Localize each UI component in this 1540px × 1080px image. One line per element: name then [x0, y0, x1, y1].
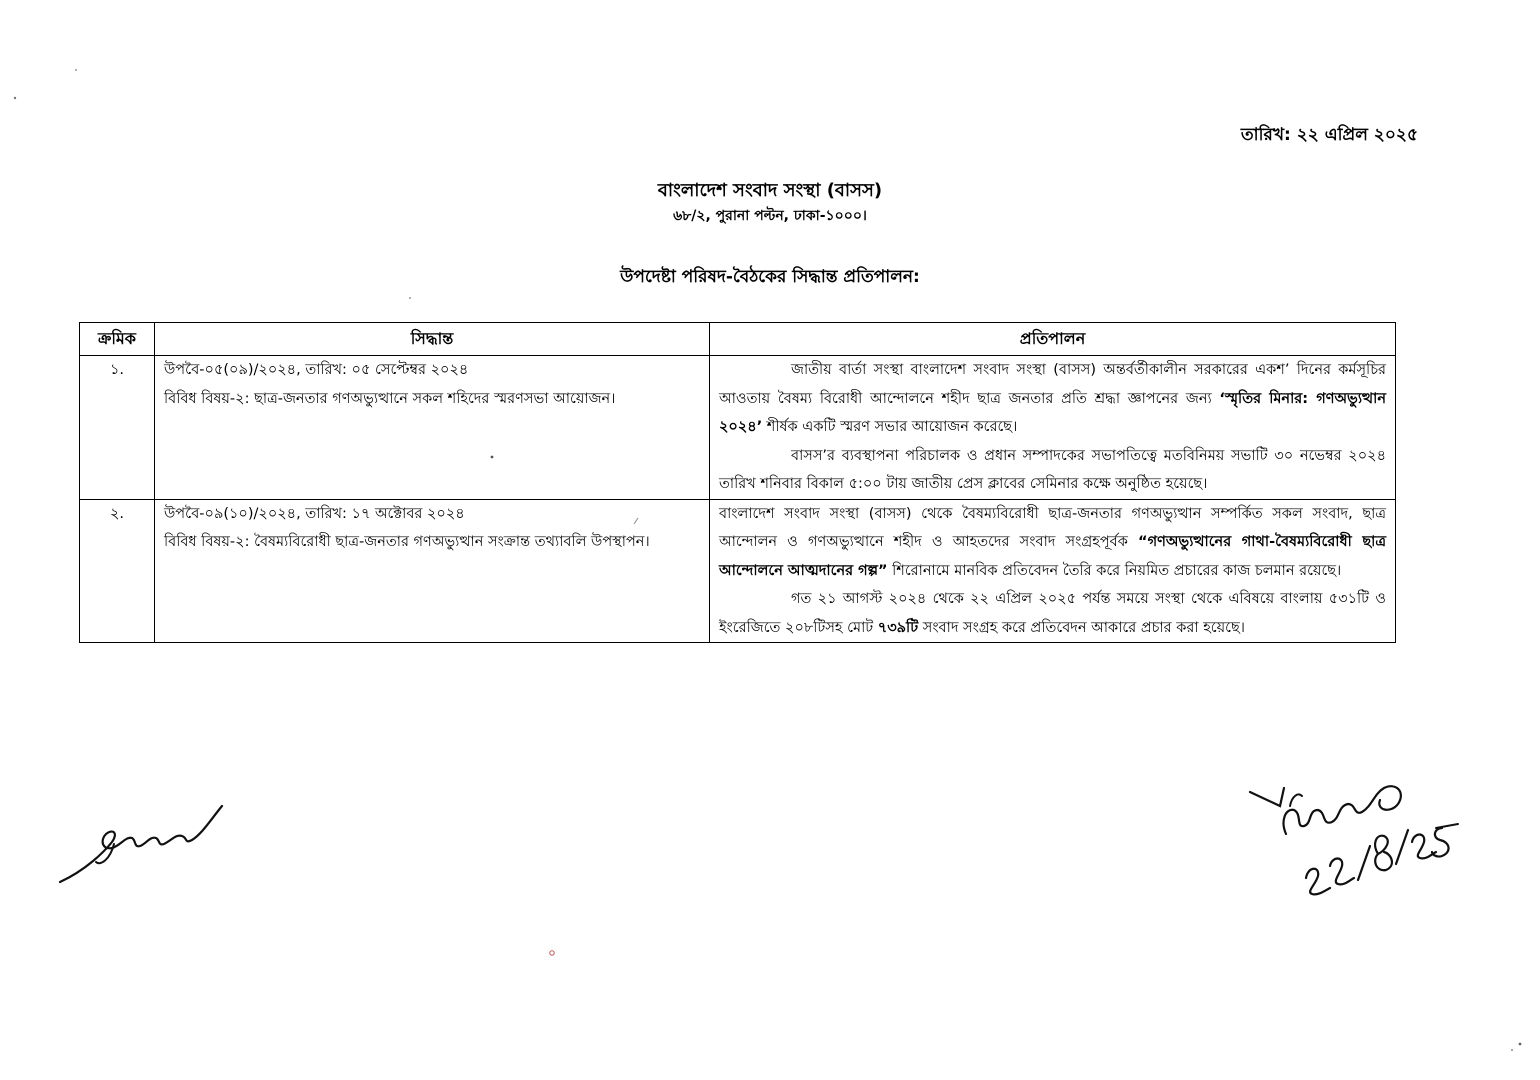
column-header-serial: ক্রমিক	[80, 323, 155, 356]
compliance-text: সংবাদ সংগ্রহ করে প্রতিবেদন আকারে প্রচার করা হয়েছে।	[918, 619, 1245, 636]
total-count: ৭৩৯টি	[877, 619, 919, 636]
meeting-reference: উপবৈ-০৯(১০)/২০২৪, তারিখ: ১৭ অক্টোবর ২০২৪	[164, 505, 465, 522]
document-title: উপদেষ্টা পরিষদ-বৈঠকের সিদ্ধান্ত প্রতিপালন:	[620, 267, 920, 287]
column-header-compliance: প্রতিপালন	[710, 323, 1396, 356]
compliance-text: গত ২১ আগস্ট ২০২৪ থেকে ২২ এপ্রিল ২০২৫ পর্যন্ত সময়ে সংস্থা থেকে এবিষয়ে বাংলায় ৫৩১টি ও ইংরেজিতে ২০৮টিসহ মোট	[719, 591, 1386, 636]
column-header-decision: সিদ্ধান্ত	[155, 323, 710, 356]
organization-address: ৬৮/২, পুরানা পল্টন, ঢাকা-১০০০।	[673, 208, 867, 224]
decision-text: বিবিধ বিষয়-২: বৈষম্যবিরোধী ছাত্র-জনতার গণঅভ্যুত্থান সংক্রান্ত তথ্যাবলি উপস্থাপন।	[164, 534, 650, 550]
report-series-title: “গণঅভ্যুত্থানের গাথা-বৈষম্যবিরোধী ছাত্র আন্দোলনে আত্মদানের গল্প”	[719, 534, 1387, 579]
meeting-reference: উপবৈ-০৫(০৯)/২০২৪, তারিখ: ০৫ সেপ্টেম্বর ২০২৪	[164, 362, 469, 378]
compliance-text: বাংলাদেশ সংবাদ সংস্থা (বাসস) থেকে বৈষম্যবিরোধী ছাত্র-জনতার গণঅভ্যুত্থান সম্পর্কিত সকল সংবাদ, ছাত্র আন্দোলন ও গণঅভ্যুত্থানে শহীদ ও আহতদের সংবাদ সংগ্রহপূর্বক	[719, 505, 1386, 550]
row-serial: ১.	[80, 356, 155, 500]
compliance-text: শিরোনামে মানবিক প্রতিবেদন তৈরি করে নিয়মিত প্রচারের কাজ চলমান রয়েছে।	[887, 562, 1342, 579]
event-title: ‘স্মৃতির মিনার: গণঅভ্যুত্থান ২০২৪’	[719, 390, 1387, 435]
organization-name: বাংলাদেশ সংবাদ সংস্থা (বাসস)	[657, 180, 883, 201]
compliance-text: শীর্ষক একটি স্মরণ সভার আয়োজন করেছে।	[762, 419, 1018, 435]
document-date: তারিখ: ২২ এপ্রিল ২০২৫	[1240, 125, 1418, 145]
compliance-paragraph: বাসস’র ব্যবস্থাপনা পরিচালক ও প্রধান সম্পাদকের সভাপতিত্বে মতবিনিময় সভাটি ৩০ নভেম্বর ২০২৪ তারিখ শনিবার বিকাল ৫:০০ টায় জাতীয় প্রেস ক্লাবের সেমিনার কক্ষে অনুষ্ঠিত হয়েছে।	[719, 447, 1386, 492]
compliance-text: জাতীয় বার্তা সংস্থা বাংলাদেশ সংবাদ সংস্থা (বাসস) অন্তর্বর্তীকালীন সরকারের একশ’ দিনের কর্মসূচির আওতায় বৈষম্য বিরোধী আন্দোলনে শহীদ ছাত্র জনতার প্রতি শ্রদ্ধা জ্ঞাপনের জন্য	[719, 362, 1386, 407]
decision-text: বিবিধ বিষয়-২: ছাত্র-জনতার গণঅভ্যুত্থানে সকল শহিদের স্মরণসভা আয়োজন।	[164, 390, 616, 407]
row-serial: ২.	[80, 499, 155, 643]
